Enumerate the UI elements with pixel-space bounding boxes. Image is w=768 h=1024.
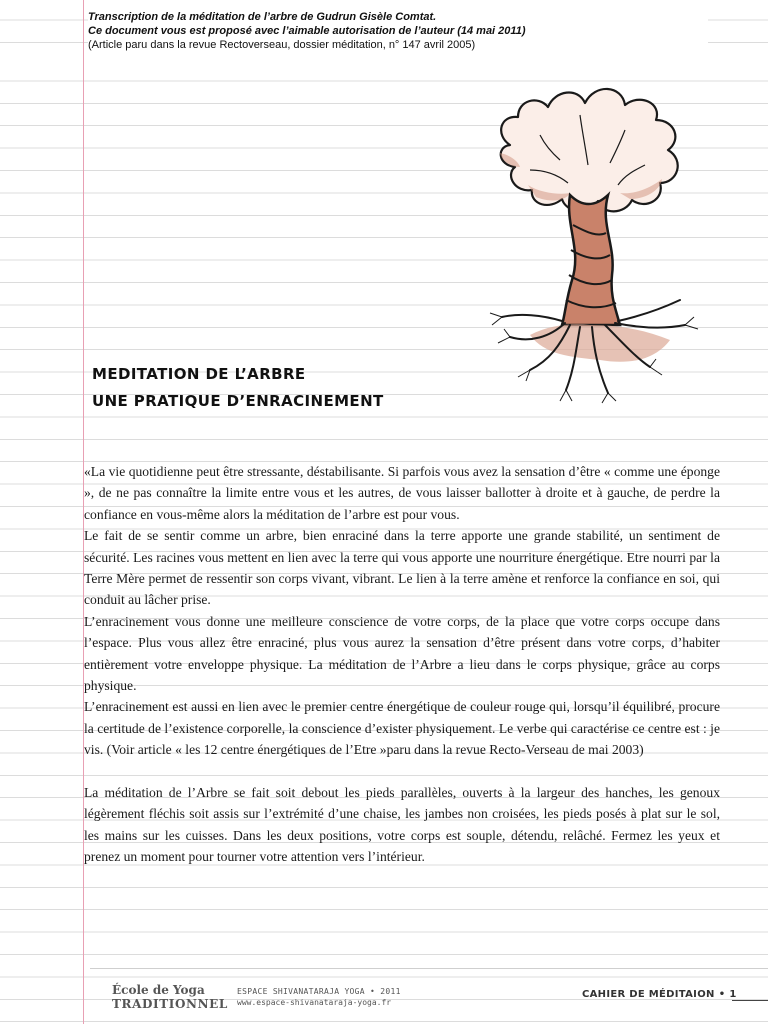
bullet-separator: •	[718, 989, 726, 1000]
notebook-label: CAHIER DE MÉDITAION	[582, 989, 715, 1000]
document-header	[88, 10, 708, 52]
meditation-subtitle: UNE PRATIQUE D’ENRACINEMENT	[92, 392, 384, 410]
meditation-title: MEDITATION DE L’ARBRE	[92, 365, 306, 383]
tree-roots-shade	[530, 324, 670, 362]
tree-illustration	[470, 75, 710, 405]
article-body	[84, 461, 720, 868]
paragraph-intro: «La vie quotidienne peut être stressante, déstabilisante. Si parfois vous avez la sensation d’être « comme une éponge », de ne pas connaître la limite entre vous et les autres, de vous laisser ballotter à droite et à gauche, de perdre la confiance en vous-même alors la méditation de l’arbre est pour vous.	[84, 464, 720, 522]
paragraph-posture: La méditation de l’Arbre se fait soit debout les pieds parallèles, ouverts à la largeur des hanches, les genoux légèrement fléchis soit assis sur l’extrémité d’une chaise, les jambes non croisées, les pieds posés à plat sur le sol, les mains sur les cuisses. Dans les deux positions, votre corps est souple, détendu, relâché. Fermez les yeux et prenez un moment pour tourner votre attention vers l’intérieur.	[84, 785, 720, 865]
footer-rule	[90, 968, 768, 969]
header-source-line: (Article paru dans la revue Rectoverseau, dossier méditation, n° 147 avril 2005)	[88, 39, 476, 51]
page-number-underline	[732, 1000, 768, 1001]
paragraph-spacer	[84, 761, 720, 782]
footer-site-info	[237, 986, 401, 1008]
paragraph-body-awareness: L’enracinement vous donne une meilleure conscience de votre corps, de la place que votre corps occupe dans l’espace. Plus vous allez être enraciné, plus vous aurez la sensation d’être présent dans votre corps, d’habiter entièrement votre enveloppe physique. La méditation de l’Arbre a lieu dans le corps physique, grâce au corps physique.	[84, 613, 720, 694]
footer-organization: ESPACE SHIVANATARAJA YOGA • 2011	[237, 987, 401, 996]
school-name-line1: École de Yoga	[112, 983, 205, 997]
footer-notebook-label	[582, 989, 737, 1000]
paragraph-energy-center: L’enracinement est aussi en lien avec le premier centre énergétique de couleur rouge qui, lorsqu’il équilibré, procure la certitude de l’existence corporelle, la conscience d’exister physiquement. Le verbe qui caractérise ce centre est : je vis. (Voir article « les 12 centre énergétiques de l’Etre »paru dans la revue Recto-Verseau de mai 2003)	[84, 699, 720, 758]
paragraph-tree-feeling: Le fait de se sentir comme un arbre, bien enraciné dans la terre apporte une grande stabilité, un sentiment de sécurité. Les racines vous mettent en lien avec la terre qui vous apporte une nourriture énergétique. Etre nourri par la Terre Mère permet de ressentir son corps vivant, vibrant. Le lien à la terre amène et renforce la confiance en soi, qui conduit au lâcher prise.	[84, 528, 720, 608]
header-permission-line: Ce document vous est proposé avec l’aimable autorisation de l’auteur (14 mai 2011)	[88, 25, 526, 37]
header-transcription-line: Transcription de la méditation de l’arbre de Gudrun Gisèle Comtat.	[88, 11, 437, 23]
school-logo	[112, 983, 228, 1011]
school-name-line2: TRADITIONNEL	[112, 997, 228, 1011]
footer-website-link[interactable]: www.espace-shivanataraja-yoga.fr	[237, 998, 392, 1007]
page-number: 1	[729, 989, 737, 1000]
meditation-title-block	[92, 361, 384, 415]
